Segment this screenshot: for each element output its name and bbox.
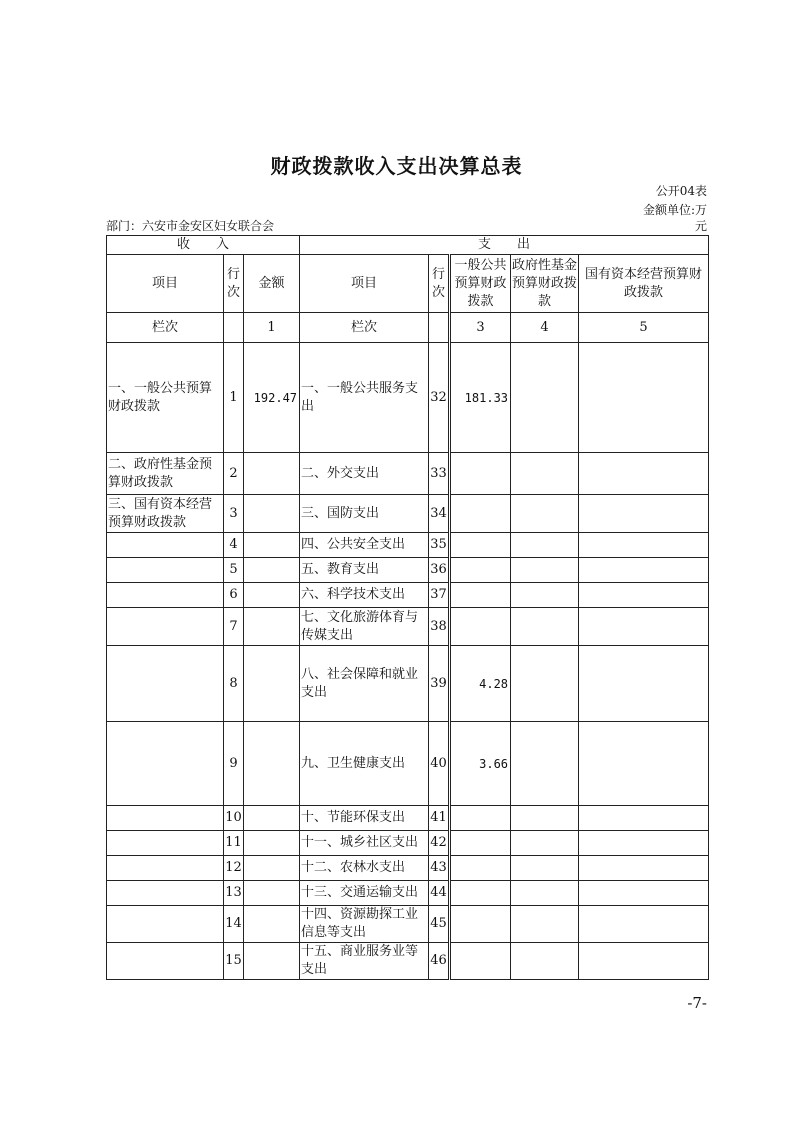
general-budget-amount: 4.28	[450, 646, 511, 722]
expense-item: 八、社会保障和就业支出	[300, 646, 429, 722]
gov-fund-amount	[511, 495, 579, 533]
general-budget-amount	[450, 906, 511, 943]
header-state-capital: 国有资本经营预算财政拨款	[579, 255, 709, 313]
section-header-row	[107, 236, 709, 255]
income-item	[107, 881, 224, 906]
expense-item: 七、文化旅游体育与传媒支出	[300, 608, 429, 646]
income-item	[107, 646, 224, 722]
table-row	[107, 943, 709, 980]
header-income-row-no: 行次	[224, 255, 244, 313]
income-amount	[244, 583, 300, 608]
income-item: 二、政府性基金预算财政拨款	[107, 453, 224, 495]
table-row	[107, 806, 709, 831]
department: 部门：六安市金安区妇女联合会	[106, 219, 275, 233]
gov-fund-amount	[511, 881, 579, 906]
index-label: 栏次	[107, 313, 224, 343]
state-capital-amount	[579, 856, 709, 881]
header-expense-item: 项目	[300, 255, 429, 313]
state-capital-amount	[579, 343, 709, 453]
income-item	[107, 533, 224, 558]
expense-row-no: 41	[429, 806, 450, 831]
expense-row-no: 32	[429, 343, 450, 453]
income-row-no: 3	[224, 495, 244, 533]
general-budget-amount	[450, 608, 511, 646]
income-amount	[244, 453, 300, 495]
income-amount	[244, 495, 300, 533]
income-amount	[244, 881, 300, 906]
income-row-no: 15	[224, 943, 244, 980]
income-row-no: 7	[224, 608, 244, 646]
header-expense-row-no: 行次	[429, 255, 450, 313]
expense-item: 四、公共安全支出	[300, 533, 429, 558]
expense-item: 三、国防支出	[300, 495, 429, 533]
table-row	[107, 722, 709, 806]
table-row	[107, 608, 709, 646]
expense-row-no: 33	[429, 453, 450, 495]
general-budget-amount	[450, 558, 511, 583]
expense-item: 十五、商业服务业等支出	[300, 943, 429, 980]
income-item: 三、国有资本经营预算财政拨款	[107, 495, 224, 533]
income-row-no: 11	[224, 831, 244, 856]
general-budget-amount	[450, 453, 511, 495]
gov-fund-amount	[511, 722, 579, 806]
income-item: 一、一般公共预算财政拨款	[107, 343, 224, 453]
gov-fund-amount	[511, 646, 579, 722]
state-capital-amount	[579, 722, 709, 806]
index-fund: 4	[511, 313, 579, 343]
state-capital-amount	[579, 806, 709, 831]
expense-row-no: 35	[429, 533, 450, 558]
amount-unit-line2: 元	[694, 219, 707, 233]
index-expense-label: 栏次	[300, 313, 429, 343]
header-income-item: 项目	[107, 255, 224, 313]
table-row	[107, 453, 709, 495]
income-row-no: 13	[224, 881, 244, 906]
income-item	[107, 906, 224, 943]
amount-unit	[643, 203, 707, 233]
gov-fund-amount	[511, 906, 579, 943]
expense-row-no: 45	[429, 906, 450, 943]
income-row-no: 9	[224, 722, 244, 806]
income-row-no: 2	[224, 453, 244, 495]
expense-item: 九、卫生健康支出	[300, 722, 429, 806]
gov-fund-amount	[511, 831, 579, 856]
expense-item: 五、教育支出	[300, 558, 429, 583]
gov-fund-amount	[511, 558, 579, 583]
header-income-amount: 金额	[244, 255, 300, 313]
header-gov-fund: 政府性基金预算财政拨款	[511, 255, 579, 313]
income-row-no: 8	[224, 646, 244, 722]
index-general: 3	[450, 313, 511, 343]
index-amount: 1	[244, 313, 300, 343]
general-budget-amount	[450, 856, 511, 881]
table-row	[107, 558, 709, 583]
state-capital-amount	[579, 453, 709, 495]
table-title: 财政拨款收入支出决算总表	[270, 154, 523, 178]
expense-row-no: 40	[429, 722, 450, 806]
income-amount	[244, 806, 300, 831]
income-item	[107, 831, 224, 856]
income-row-no: 10	[224, 806, 244, 831]
income-amount	[244, 722, 300, 806]
expense-item: 十、节能环保支出	[300, 806, 429, 831]
expense-row-no: 42	[429, 831, 450, 856]
income-row-no: 5	[224, 558, 244, 583]
income-row-no: 6	[224, 583, 244, 608]
income-amount	[244, 646, 300, 722]
expense-item: 二、外交支出	[300, 453, 429, 495]
expense-item: 一、一般公共服务支出	[300, 343, 429, 453]
income-section-header: 收 入	[107, 236, 300, 255]
form-number: 公开04表	[655, 184, 707, 198]
expense-row-no: 36	[429, 558, 450, 583]
income-item	[107, 806, 224, 831]
income-amount	[244, 943, 300, 980]
table-row	[107, 583, 709, 608]
general-budget-amount: 181.33	[450, 343, 511, 453]
expense-row-no: 37	[429, 583, 450, 608]
income-item	[107, 608, 224, 646]
income-amount	[244, 533, 300, 558]
expense-item: 十一、城乡社区支出	[300, 831, 429, 856]
expense-row-no: 39	[429, 646, 450, 722]
expense-row-no: 34	[429, 495, 450, 533]
income-row-no: 1	[224, 343, 244, 453]
income-amount	[244, 608, 300, 646]
general-budget-amount	[450, 495, 511, 533]
amount-unit-line1: 金额单位:万	[642, 203, 707, 217]
expense-row-no: 46	[429, 943, 450, 980]
expense-item: 十二、农林水支出	[300, 856, 429, 881]
column-index-row	[107, 313, 709, 343]
income-amount	[244, 831, 300, 856]
general-budget-amount	[450, 533, 511, 558]
expense-row-no: 44	[429, 881, 450, 906]
income-row-no: 14	[224, 906, 244, 943]
gov-fund-amount	[511, 608, 579, 646]
state-capital-amount	[579, 558, 709, 583]
income-amount	[244, 906, 300, 943]
table-row	[107, 533, 709, 558]
general-budget-amount	[450, 881, 511, 906]
table-row	[107, 343, 709, 453]
header-general-budget: 一般公共预算财政拨款	[450, 255, 511, 313]
expense-row-no: 38	[429, 608, 450, 646]
gov-fund-amount	[511, 806, 579, 831]
general-budget-amount	[450, 806, 511, 831]
general-budget-amount	[450, 943, 511, 980]
income-item	[107, 943, 224, 980]
general-budget-amount	[450, 831, 511, 856]
gov-fund-amount	[511, 856, 579, 881]
state-capital-amount	[579, 881, 709, 906]
income-item	[107, 722, 224, 806]
income-amount: 192.47	[244, 343, 300, 453]
gov-fund-amount	[511, 453, 579, 495]
gov-fund-amount	[511, 943, 579, 980]
income-amount	[244, 856, 300, 881]
state-capital-amount	[579, 583, 709, 608]
expense-item: 十三、交通运输支出	[300, 881, 429, 906]
state-capital-amount	[579, 608, 709, 646]
income-item	[107, 558, 224, 583]
table-row	[107, 495, 709, 533]
gov-fund-amount	[511, 533, 579, 558]
budget-table	[106, 235, 709, 980]
index-capital: 5	[579, 313, 709, 343]
expense-section-header: 支 出	[300, 236, 709, 255]
income-amount	[244, 558, 300, 583]
table-row	[107, 906, 709, 943]
table-row	[107, 831, 709, 856]
state-capital-amount	[579, 533, 709, 558]
table-row	[107, 881, 709, 906]
gov-fund-amount	[511, 343, 579, 453]
column-header-row	[107, 255, 709, 313]
expense-item: 六、科学技术支出	[300, 583, 429, 608]
state-capital-amount	[579, 906, 709, 943]
income-row-no: 12	[224, 856, 244, 881]
table-row	[107, 646, 709, 722]
expense-item: 十四、资源勘探工业信息等支出	[300, 906, 429, 943]
income-item	[107, 583, 224, 608]
state-capital-amount	[579, 943, 709, 980]
table-row	[107, 856, 709, 881]
income-row-no: 4	[224, 533, 244, 558]
general-budget-amount: 3.66	[450, 722, 511, 806]
index-blank	[224, 313, 244, 343]
state-capital-amount	[579, 646, 709, 722]
expense-row-no: 43	[429, 856, 450, 881]
state-capital-amount	[579, 495, 709, 533]
state-capital-amount	[579, 831, 709, 856]
income-item	[107, 856, 224, 881]
general-budget-amount	[450, 583, 511, 608]
gov-fund-amount	[511, 583, 579, 608]
index-blank-2	[429, 313, 450, 343]
page-number: -7-	[687, 994, 707, 1012]
